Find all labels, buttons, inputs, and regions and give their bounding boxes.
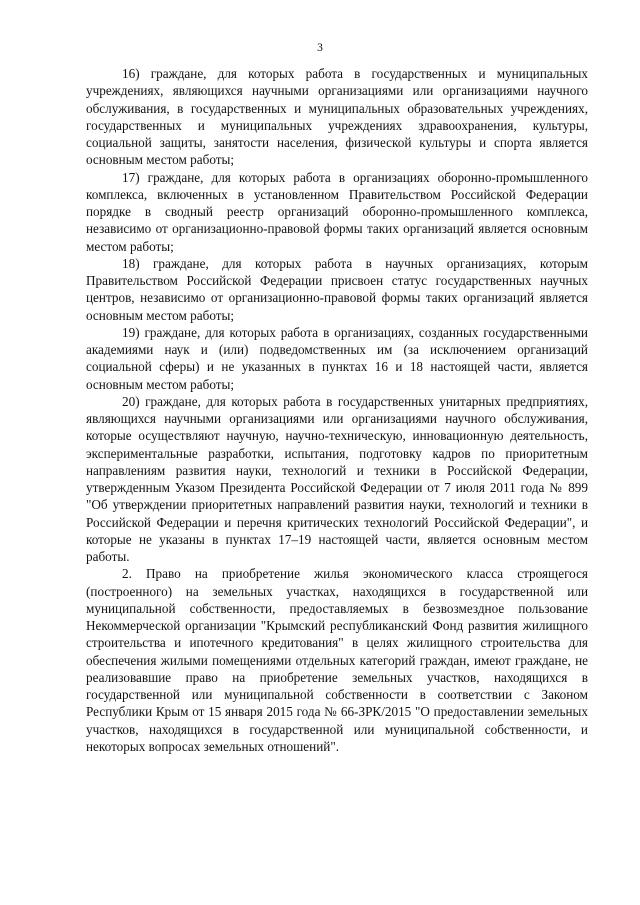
paragraph-item-19: 19) граждане, для которых работа в организациях, созданных государственными академиями наук и (или) подведомственных им (за исключением организаций социальной сферы) и не указанных в пунктах 16 и 18 настоящей части, является основным местом работы;	[86, 324, 588, 392]
paragraph-item-16: 16) граждане, для которых работа в государственных и муниципальных учреждениях, являющихся научными организациями или организациями научного обслуживания, в государственных и муниципальных образовательных учреждениях, государственных и муниципальных учреждениях здравоохранения, культуры, социальной защиты, занятости населения, физической культуры и спорта является основным местом работы;	[86, 66, 588, 168]
paragraph-item-20: 20) граждане, для которых работа в государственных унитарных предприятиях, являющихся научными организациями или организациями научного обслуживания, которые осуществляют научную, научно-техническую, инновационную деятельность, экспериментальные разработки, испытания, подготовку кадров по приоритетным направлениям развития науки, технологий и техники в Российской Федерации, утвержденным Указом Президента Российской Федерации от 7 июля 2011 года № 899 "Об утверждении приоритетных направлений развития науки, технологий и техники в Российской Федерации и перечня критических технологий Российской Федерации", и которые не указаны в пунктах 17–19 настоящей части, является основным местом работы.	[86, 393, 588, 564]
paragraph-item-18: 18) граждане, для которых работа в научных организациях, которым Правительством Российской Федерации присвоен статус государственных научных центров, независимо от организационно-правовой формы таких организаций является основным местом работы;	[86, 255, 588, 323]
paragraph-part-2: 2. Право на приобретение жилья экономического класса строящегося (построенного) на земельных участках, находящихся в государственной или муниципальной собственности, предоставляемых в безвозмездное пользование Некоммерческой организации "Крымский республиканский Фонд развития жилищного строительства и ипотечного кредитования" в целях жилищного строительства для обеспечения жилыми помещениями отдельных категорий граждан, имеют граждане, не реализовавшие право на приобретение земельных участков, находящихся в государственной или муниципальной собственности в соответствии с Законом Республики Крым от 15 января 2015 года № 66-ЗРК/2015 "О предоставлении земельных участков, находящихся в государственной или муниципальной собственности, и некоторых вопросах земельных отношений".	[86, 566, 588, 754]
document-body	[86, 65, 588, 755]
page-number: 3	[317, 42, 323, 54]
paragraph-item-17: 17) граждане, для которых работа в организациях оборонно-промышленного комплекса, включенных в установленном Правительством Российской Федерации порядке в сводный реестр организаций оборонно-промышленного комплекса, независимо от организационно-правовой формы таких организаций является основным местом работы;	[86, 169, 588, 254]
